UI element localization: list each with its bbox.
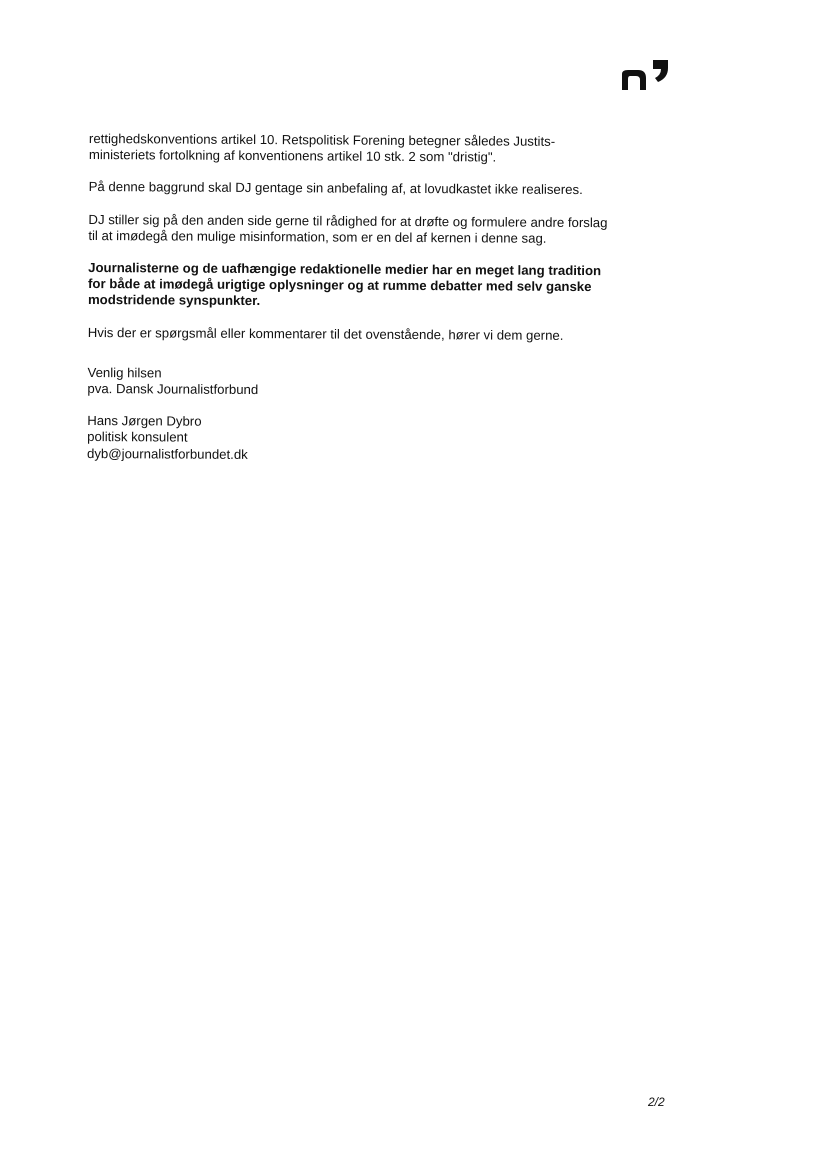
signature-email[interactable]: dyb@journalistforbundet.dk <box>86 445 248 462</box>
text-line: rettighedskonventions artikel 10. Retspolitisk Forening betegner således Justits- <box>88 131 556 149</box>
text-line: Hvis der er spørgsmål eller kommentarer til det ovenstående, hører vi dem gerne. <box>87 324 564 343</box>
dj-logo-icon <box>620 58 670 92</box>
text-line: Journalisterne og de uafhængige redaktionelle medier har en meget lang tradition <box>88 260 602 279</box>
letter-body <box>87 131 649 465</box>
signature-block <box>87 413 647 465</box>
paragraph-recommendation <box>89 179 649 199</box>
signature-name: Hans Jørgen Dybro <box>87 413 202 429</box>
paragraph-tradition-bold <box>88 260 648 312</box>
paragraph-offer <box>88 212 648 248</box>
paragraph-convention <box>89 131 649 167</box>
closing-block <box>87 365 647 401</box>
text-line: På denne baggrund skal DJ gentage sin anbefaling af, at lovudkastet ikke realiseres. <box>88 179 583 198</box>
text-line: modstridende synspunkter. <box>87 292 261 309</box>
page-number: 2/2 <box>648 1095 665 1109</box>
closing-greeting: Venlig hilsen <box>87 364 162 381</box>
text-line: ministeriets fortolkning af konventionens artikel 10 stk. 2 som "dristig". <box>88 147 497 165</box>
signature-title: politisk konsulent <box>87 429 188 446</box>
text-line: til at imødegå den mulige misinformation, som er en del af kernen i denne sag. <box>88 227 547 246</box>
closing-on-behalf: pva. Dansk Journalistforbund <box>87 381 259 398</box>
paragraph-questions <box>88 325 648 345</box>
text-line: DJ stiller sig på den anden side gerne til rådighed for at drøfte og formulere andre forslag <box>88 211 608 230</box>
text-line: for både at imødegå urigtige oplysninger og at rumme debatter med selv ganske <box>88 276 592 295</box>
